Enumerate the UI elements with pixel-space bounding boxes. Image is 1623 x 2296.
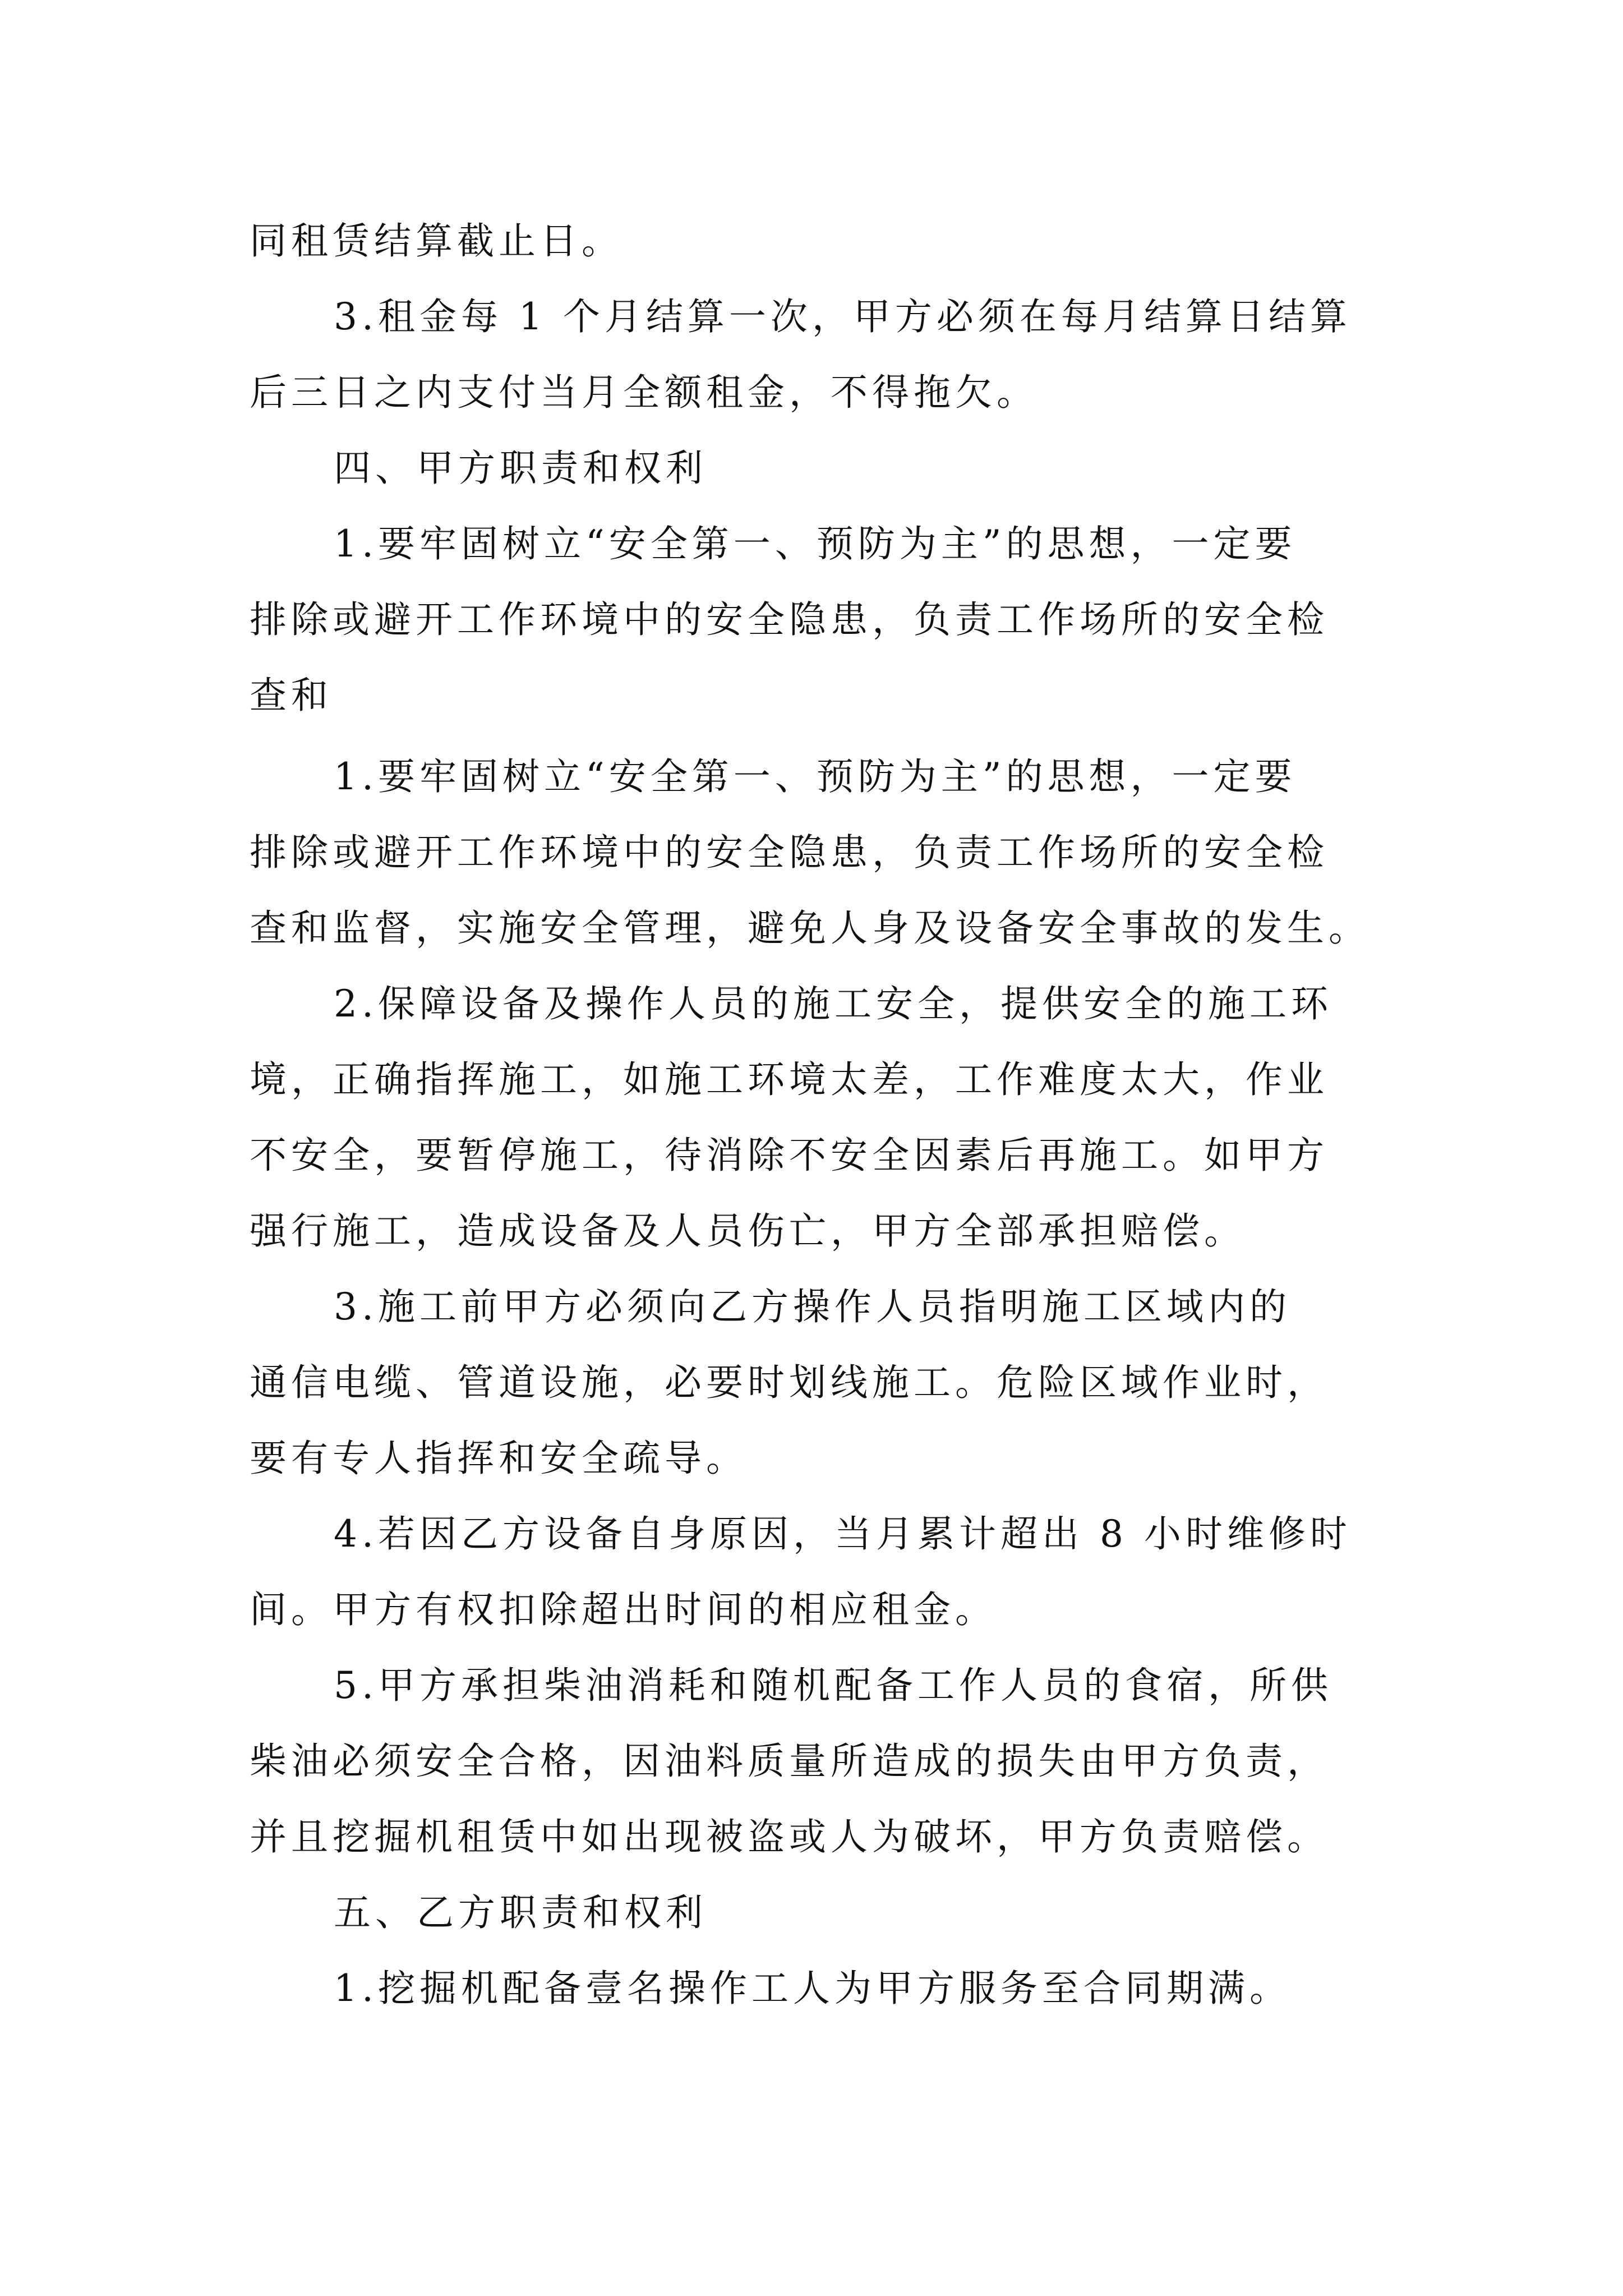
text-line: 1.要牢固树立“安全第一、预防为主”的思想，一定要 bbox=[334, 755, 1297, 798]
text-line: 3.租金每 1 个月结算一次，甲方必须在每月结算日结算 bbox=[334, 295, 1352, 338]
text-line: 排除或避开工作环境中的安全隐患，负责工作场所的安全检 bbox=[250, 598, 1329, 641]
section-heading: 四、甲方职责和权利 bbox=[334, 447, 707, 490]
text-line: 间。甲方有权扣除超出时间的相应租金。 bbox=[250, 1588, 997, 1631]
text-line: 境，正确指挥施工，如施工环境太差，工作难度太大，作业 bbox=[250, 1058, 1329, 1101]
text-line: 5.甲方承担柴油消耗和随机配备工作人员的食宿，所供 bbox=[334, 1664, 1332, 1707]
text-line: 1.挖掘机配备壹名操作工人为甲方服务至合同期满。 bbox=[334, 1967, 1291, 2010]
text-line: 柴油必须安全合格，因油料质量所造成的损失由甲方负责， bbox=[250, 1740, 1329, 1783]
text-line: 后三日之内支付当月全额租金，不得拖欠。 bbox=[250, 371, 1038, 414]
text-line: 3.施工前甲方必须向乙方操作人员指明施工区域内的 bbox=[334, 1285, 1291, 1328]
text-line: 查和监督，实施安全管理，避免人身及设备安全事故的发生。 bbox=[250, 907, 1370, 950]
text-line: 查和 bbox=[250, 674, 333, 717]
text-line: 同租赁结算截止日。 bbox=[250, 219, 623, 263]
text-line: 通信电缆、管道设施，必要时划线施工。危险区域作业时， bbox=[250, 1361, 1329, 1404]
text-line: 2.保障设备及操作人员的施工安全，提供安全的施工环 bbox=[334, 982, 1332, 1025]
text-line: 1.要牢固树立“安全第一、预防为主”的思想，一定要 bbox=[334, 522, 1297, 565]
section-heading: 五、乙方职责和权利 bbox=[334, 1891, 707, 1934]
text-line: 并且挖掘机租赁中如出现被盗或人为破坏，甲方负责赔偿。 bbox=[250, 1815, 1329, 1858]
text-line: 4.若因乙方设备自身原因，当月累计超出 8 小时维修时 bbox=[334, 1512, 1352, 1556]
text-line: 要有专人指挥和安全疏导。 bbox=[250, 1437, 748, 1480]
text-line: 排除或避开工作环境中的安全隐患，负责工作场所的安全检 bbox=[250, 831, 1329, 874]
text-line: 强行施工，造成设备及人员伤亡，甲方全部承担赔偿。 bbox=[250, 1209, 1246, 1253]
text-line: 不安全，要暂停施工，待消除不安全因素后再施工。如甲方 bbox=[250, 1134, 1329, 1177]
